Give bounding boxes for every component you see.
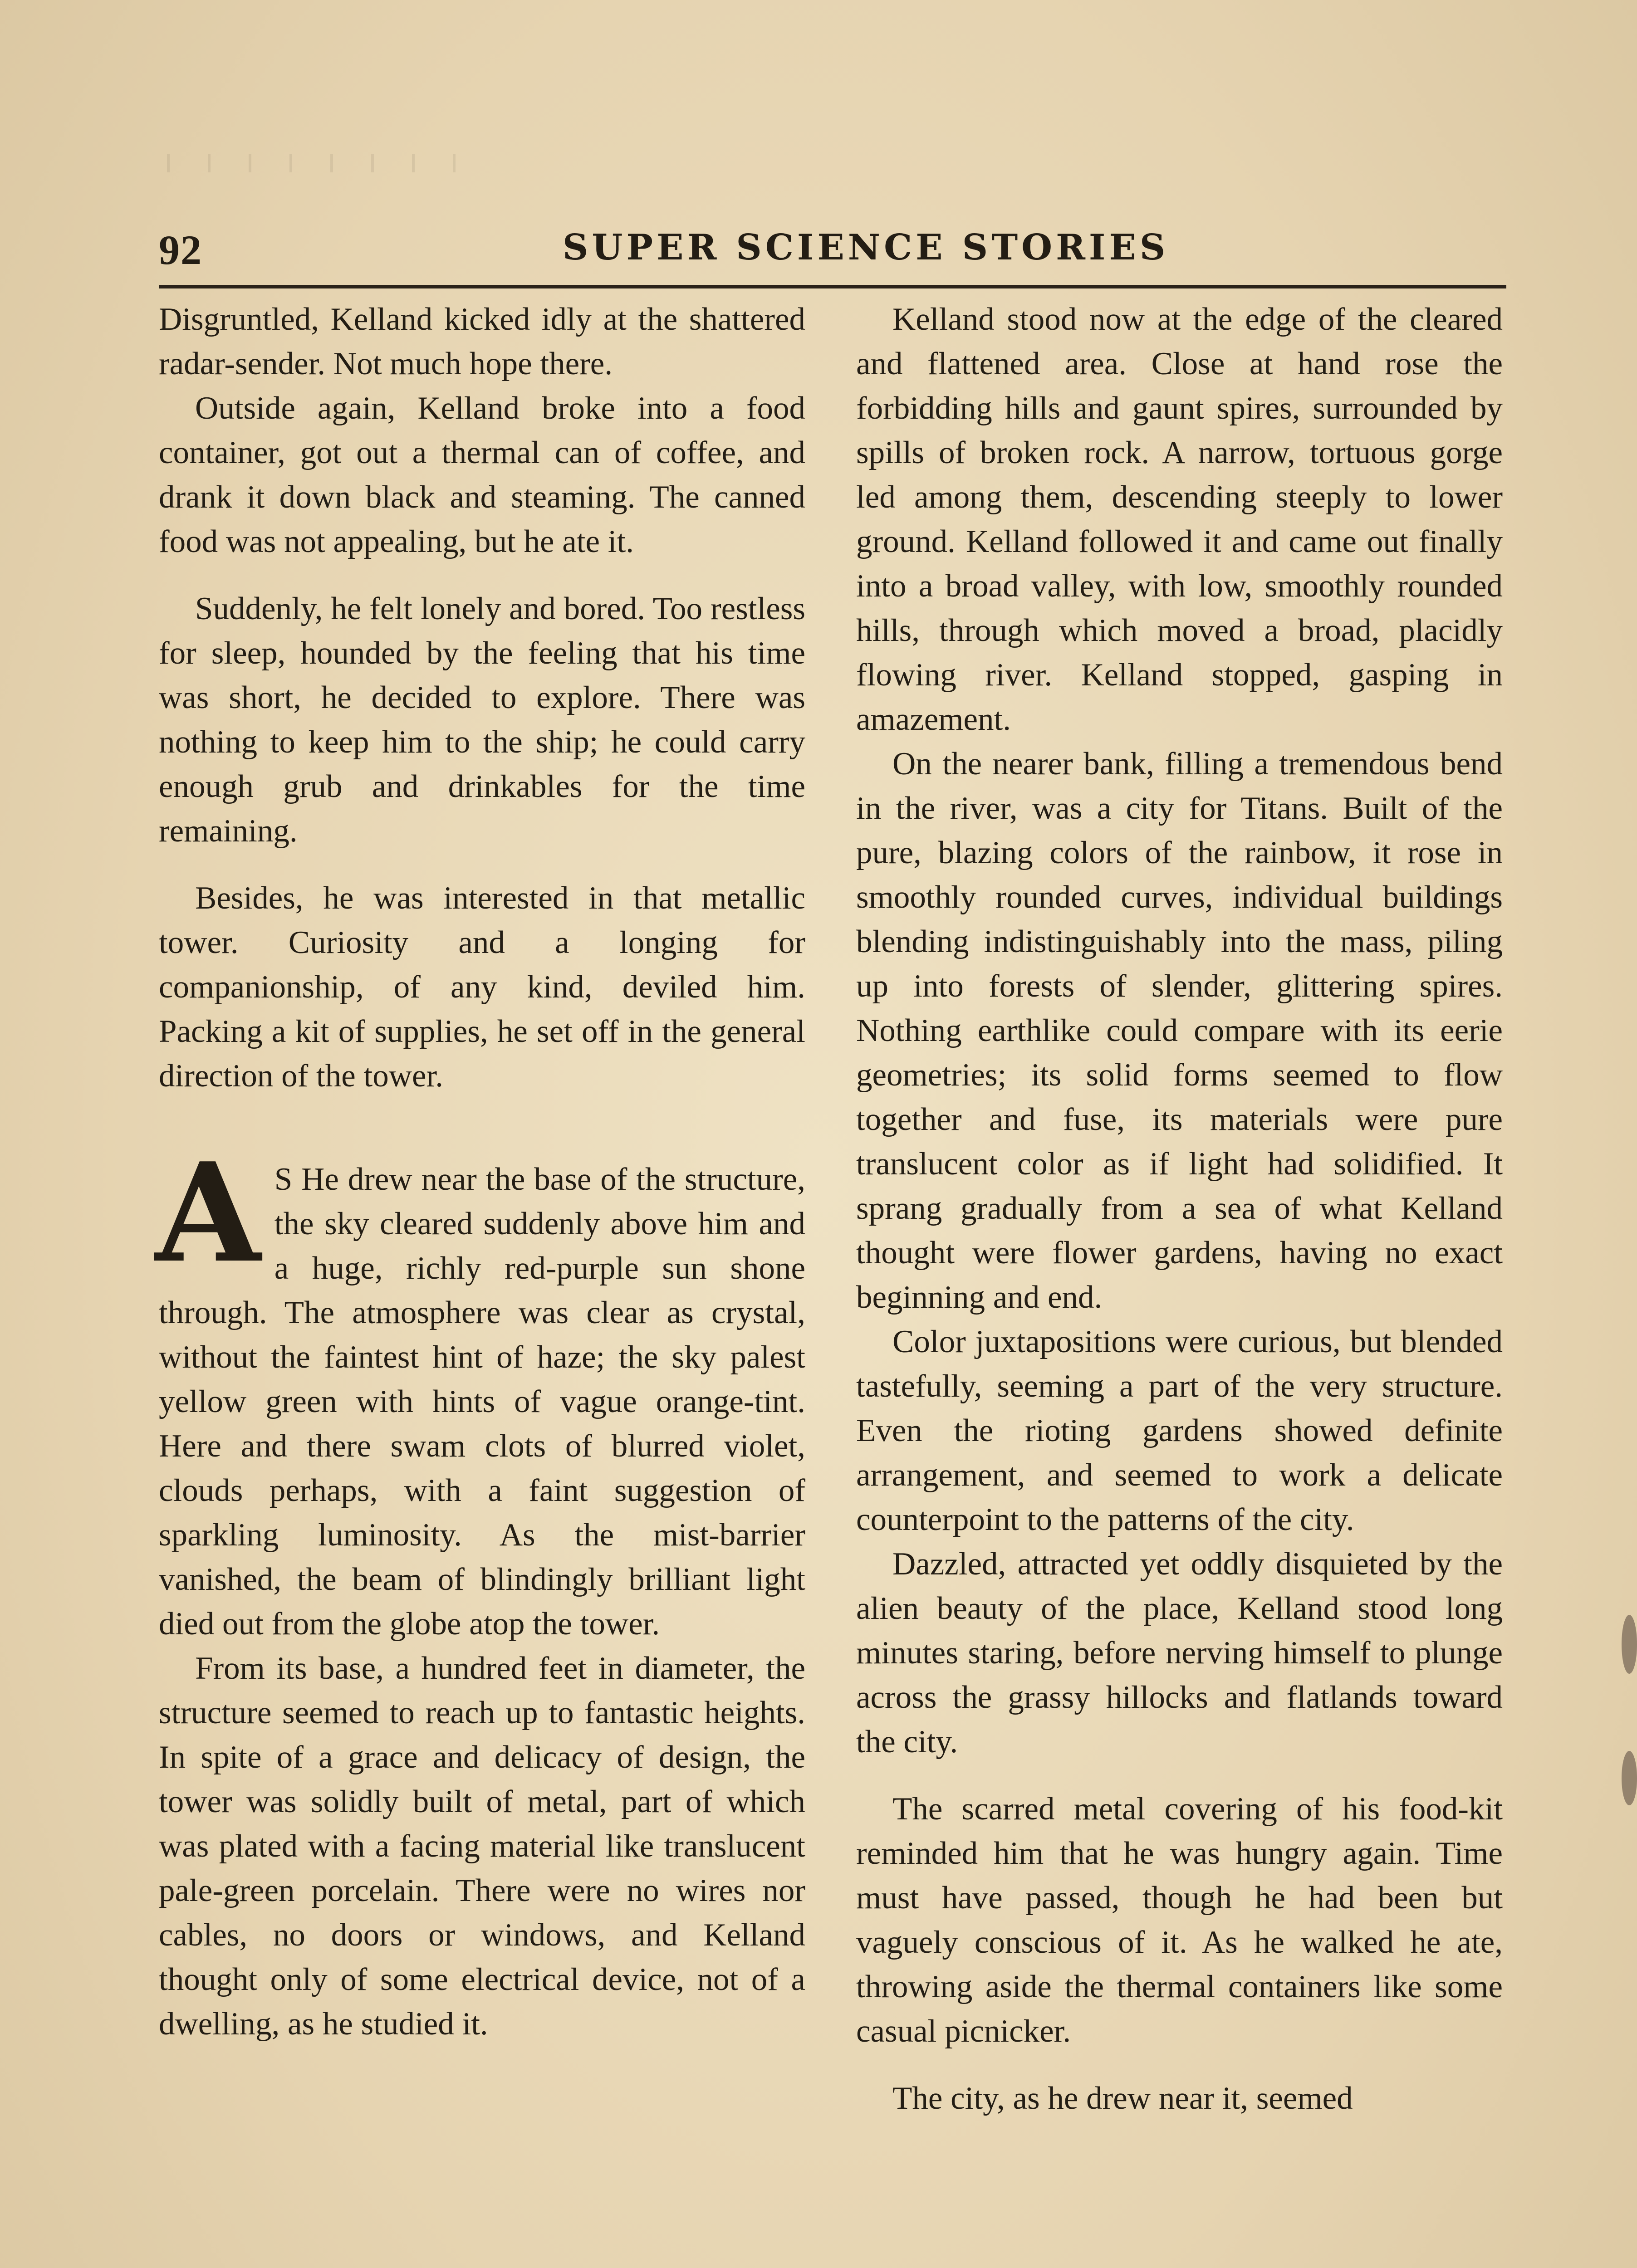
paragraph: Suddenly, he felt lonely and bored. Too restless for sleep, hounded by the feeling that his time was short, he decided to explore. There was nothing to keep him to the ship; he could carry enough grub and drinkables for the time remaining. xyxy=(159,591,805,849)
print-speckles xyxy=(150,154,467,172)
drop-cap: A xyxy=(155,1133,261,1293)
paragraph-text: S He drew near the base of the structure, the sky cleared suddenly above him and a huge, richly red-purple sun shone through. The atmosphere was clear as crystal, without the faintest hint of haze; the sky palest yellow green with hints of vague orange-tint. Here and there swam clots of blurred violet, clouds perhaps, with a faint suggestion of sparkling luminosity. As the mist-barrier vanished, the beam of blindingly brilliant light died out from the globe atop the tower. xyxy=(159,1162,805,1642)
paragraph: The city, as he drew near it, seemed xyxy=(892,2081,1353,2116)
paragraph: Color juxtapositions were curious, but blended tastefully, seeming a part of the very structure. Even the rioting gardens showed definite arrangement, and seemed to work a delicate counterpoint to the patterns of the city. xyxy=(856,1324,1503,1537)
paragraph: Disgruntled, Kelland kicked idly at the shattered radar-sender. Not much hope there. xyxy=(159,302,805,381)
paragraph: Besides, he was interested in that metallic tower. Curiosity and a longing for companionship, of any kind, deviled him. Packing a kit of supplies, he set off in the general direction of the tower. xyxy=(159,880,805,1094)
paragraph: On the nearer bank, filling a tremendous bend in the river, was a city for Titans. Built of the pure, blazing colors of the rainbow, it rose in smoothly rounded curves, individual buildings blending indistinguishably into the mass, piling up into forests of slender, glittering spires. Nothing earthlike could compare with its eerie geometries; its solid forms seemed to flow together and fuse, its materials were pure translucent color as if light had solidified. It sprang gradually from a sea of what Kelland thought were flower gardens, having no exact beginning and end. xyxy=(856,746,1503,1315)
paragraph: Dazzled, attracted yet oddly disquieted by the alien beauty of the place, Kelland stood long minutes staring, before nerving himself to plunge across the grassy hillocks and flatlands toward the city. xyxy=(856,1546,1503,1760)
section-opening-paragraph xyxy=(155,1133,805,1646)
paragraph: The scarred metal covering of his food-kit reminded him that he was hungry again. Time must have passed, though he had been but vaguely conscious of it. As he walked he ate, throwing aside the thermal containers like some casual picnicker. xyxy=(856,1791,1503,2049)
left-column xyxy=(155,297,805,2046)
running-title: SUPER SCIENCE STORIES xyxy=(563,227,1169,268)
page-header xyxy=(159,221,1506,288)
paragraph: From its base, a hundred feet in diameter, the structure seemed to reach up to fantastic heights. In spite of a grace and delicacy of design, the tower was solidly built of metal, part of which was plated with a facing material like translucent pale-green porcelain. There were no wires nor cables, no doors or windows, and Kelland thought only of some electrical device, not of a dwelling, as he studied it. xyxy=(159,1651,805,2042)
page-number: 92 xyxy=(159,227,202,273)
right-column xyxy=(856,297,1503,2121)
paragraph: Outside again, Kelland broke into a food container, got out a thermal can of coffee, and drank it down black and steaming. The canned food was not appealing, but he ate it. xyxy=(159,391,805,559)
paragraph: Kelland stood now at the edge of the cleared and flattened area. Close at hand rose the forbidding hills and gaunt spires, surrounded by spills of broken rock. A narrow, tortuous gorge led among them, descending steeply to lower ground. Kelland followed it and came out finally into a broad valley, with low, smoothly rounded hills, through which moved a broad, placidly flowing river. Kelland stopped, gasping in amazement. xyxy=(856,302,1503,737)
edge-stain xyxy=(1622,1751,1637,1805)
edge-stain xyxy=(1622,1615,1637,1674)
